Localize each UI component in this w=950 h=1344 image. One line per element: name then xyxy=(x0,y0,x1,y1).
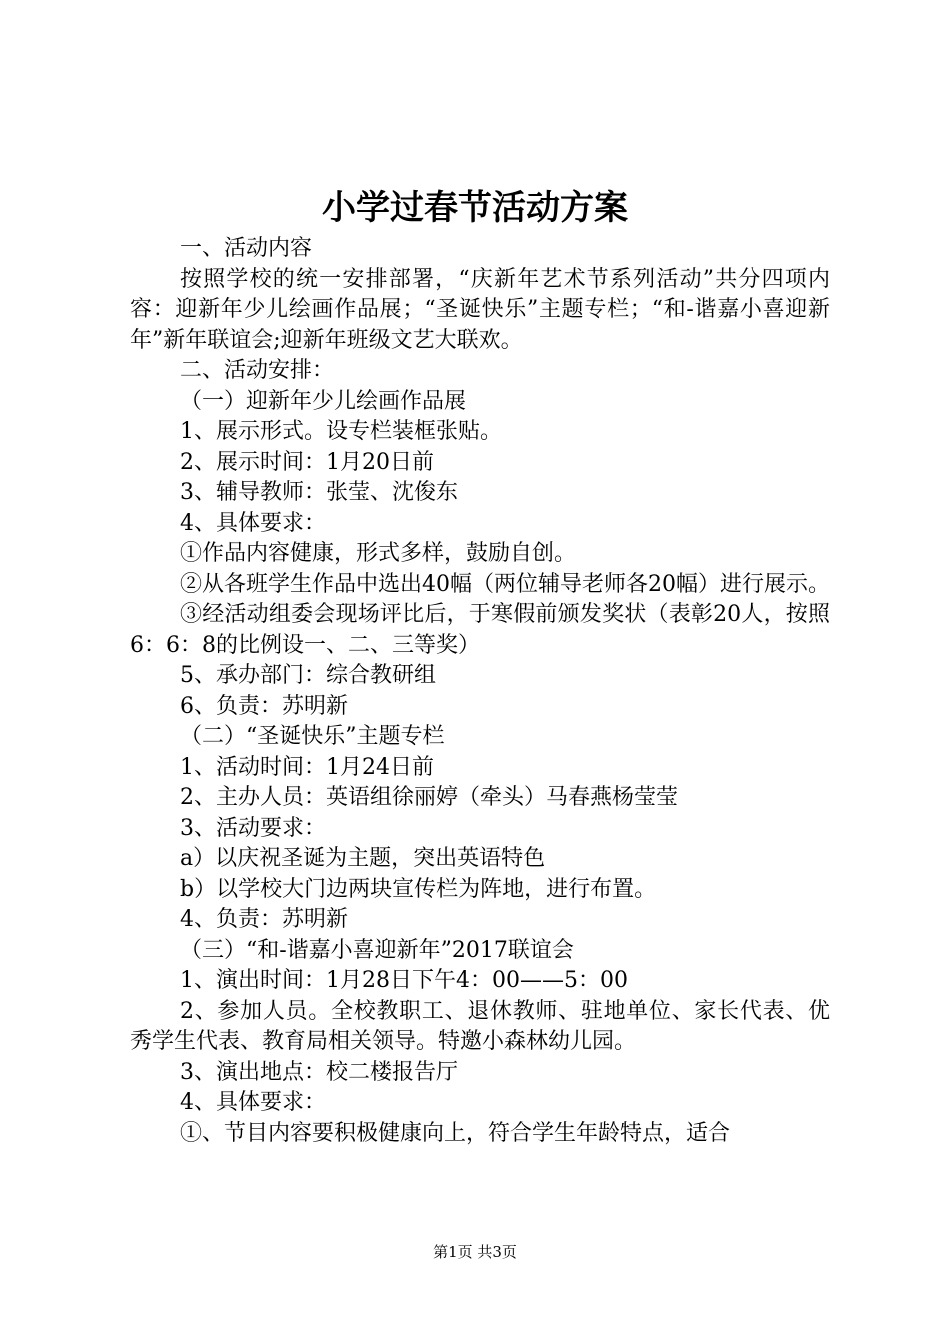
paragraph: 按照学校的统一安排部署，“庆新年艺术节系列活动”共分四项内容：迎新年少儿绘画作品展；“圣诞快乐”主题专栏；“和-谐嘉小喜迎新年”新年联谊会;迎新年班级文艺大联欢。 xyxy=(130,266,830,353)
page-title: 小学过春节活动方案 xyxy=(322,188,628,228)
list-item: 4、负责：苏明新 xyxy=(180,907,348,932)
subsection-heading: （二）“圣诞快乐”主题专栏 xyxy=(180,724,445,749)
page-footer: 第1页 共3页 xyxy=(433,1243,517,1261)
list-item: 5、承办部门：综合教研组 xyxy=(180,663,436,688)
list-item: 4、具体要求： xyxy=(180,1090,326,1115)
list-item: 1、演出时间：1月28日下午4：00——5：00 xyxy=(180,968,628,993)
list-item: 2、展示时间：1月20日前 xyxy=(180,449,434,475)
list-item: 2、参加人员。全校教职工、退休教师、驻地单位、家长代表、优秀学生代表、教育局相关领导。特邀小森林幼儿园。 xyxy=(130,998,830,1054)
list-item: ①作品内容健康，形式多样，鼓励自创。 xyxy=(180,541,577,566)
subsection-heading: （三）“和-谐嘉小喜迎新年”2017联谊会 xyxy=(180,937,574,963)
list-item: 3、辅导教师：张莹、沈俊东 xyxy=(180,480,458,505)
list-item: a）以庆祝圣诞为主题，突出英语特色 xyxy=(180,846,546,871)
list-item: b）以学校大门边两块宣传栏为阵地，进行布置。 xyxy=(180,876,657,902)
list-item: 3、演出地点：校二楼报告厅 xyxy=(180,1059,458,1085)
list-item: 3、活动要求： xyxy=(180,815,326,841)
list-item: 1、活动时间：1月24日前 xyxy=(180,754,434,780)
list-item: 1、展示形式。设专栏装框张贴。 xyxy=(180,419,502,444)
list-item: ②从各班学生作品中选出40幅（两位辅导老师各20幅）进行展示。 xyxy=(180,571,830,597)
list-item: 6、负责：苏明新 xyxy=(180,693,348,719)
document-body xyxy=(130,234,830,1149)
list-item: 2、主办人员：英语组徐丽婷（牵头）马春燕杨莹莹 xyxy=(180,785,678,810)
list-item: ①、节目内容要积极健康向上，符合学生年龄特点，适合 xyxy=(180,1120,731,1146)
section-heading: 二、活动安排： xyxy=(180,358,335,383)
list-item: ③经活动组委会现场评比后，于寒假前颁发奖状（表彰20人，按照6：6：8的比例设一、二、三等奖） xyxy=(130,602,830,658)
subsection-heading: （一）迎新年少儿绘画作品展 xyxy=(180,388,467,414)
list-item: 4、具体要求： xyxy=(180,510,326,536)
section-heading: 一、活动内容 xyxy=(180,236,313,261)
